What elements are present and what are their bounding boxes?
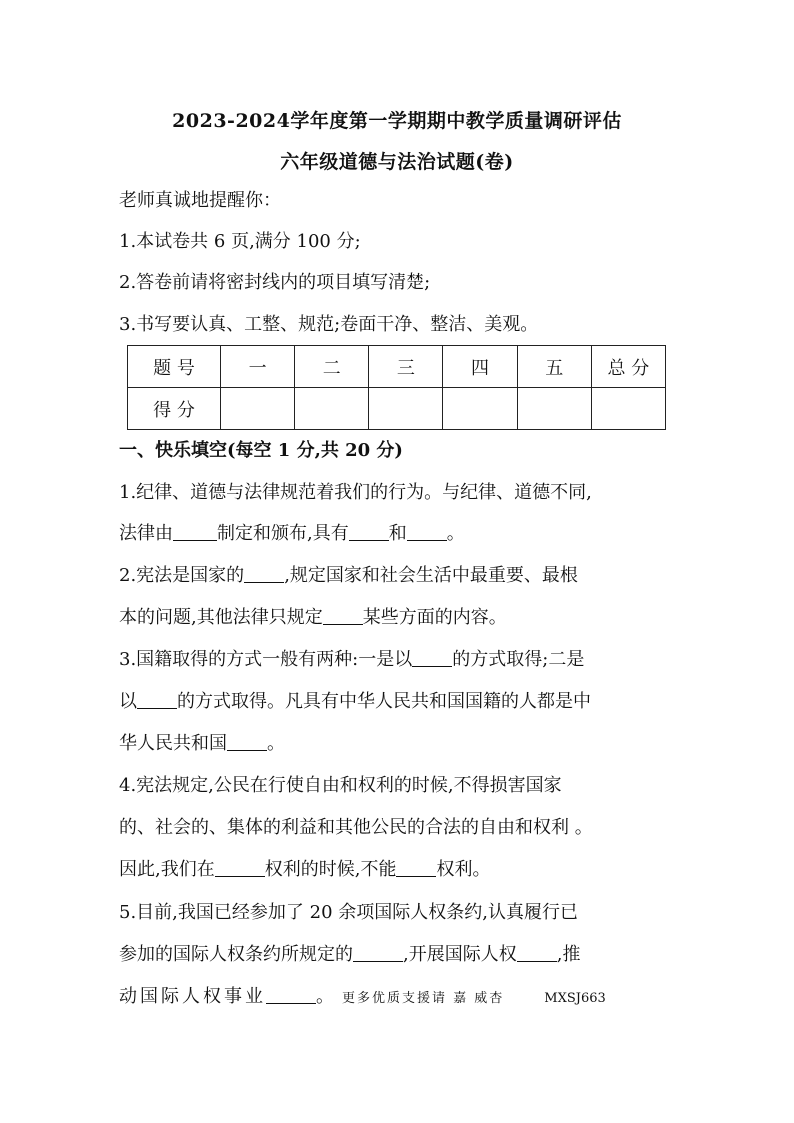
score-col-2: 二 [295, 346, 369, 388]
q3-text: 3.国籍取得的方式一般有两种:一是以 [119, 649, 413, 670]
q4-text: 权利。 [436, 859, 491, 880]
q2-line-2 [119, 605, 679, 631]
score-cell[interactable] [517, 388, 591, 430]
note-item-3: 3.书写要认真、工整、规范;卷面干净、整洁、美观。 [119, 314, 539, 335]
q3-line-1 [119, 647, 679, 673]
answer-blank[interactable] [407, 522, 447, 541]
answer-blank[interactable] [137, 690, 177, 709]
answer-blank[interactable] [244, 564, 284, 583]
q3-text: 的方式取得;二是 [452, 649, 585, 670]
exam-subtitle: 六年级道德与法治试题(卷) [280, 151, 514, 173]
answer-blank[interactable] [227, 732, 267, 751]
q5-line-2 [119, 942, 679, 968]
score-cell[interactable] [369, 388, 443, 430]
score-cell[interactable] [295, 388, 369, 430]
q5-line-3 [119, 984, 679, 1012]
q3-text: 的方式取得。凡具有中华人民共和国国籍的人都是中 [177, 691, 591, 712]
q3-line-2 [119, 689, 679, 715]
q1-text: 。 [446, 523, 465, 544]
answer-blank[interactable] [517, 943, 557, 962]
score-table-row-head: 得 分 [128, 388, 221, 430]
q3-line-3 [119, 731, 679, 757]
note-item-2: 2.答卷前请将密封线内的项目填写清楚; [119, 272, 431, 293]
q2-text: 2.宪法是国家的 [119, 565, 245, 586]
score-cell[interactable] [591, 388, 665, 430]
q3-text: 华人民共和国 [119, 733, 227, 754]
answer-blank[interactable] [353, 943, 403, 962]
score-col-4: 四 [443, 346, 517, 388]
q4-line-3 [119, 857, 679, 883]
q1-line-1: 1.纪律、道德与法律规范着我们的行为。与纪律、道德不同, [119, 482, 592, 503]
q1-text: 和 [388, 523, 407, 544]
answer-blank[interactable] [396, 858, 436, 877]
q4-text: 因此,我们在 [119, 859, 215, 880]
q1-text: 制定和颁布,具有 [217, 523, 349, 544]
answer-blank[interactable] [412, 648, 452, 667]
q5-text: 参加的国际人权条约所规定的 [119, 944, 353, 965]
q1-text: 法律由 [119, 523, 173, 544]
answer-blank[interactable] [323, 606, 363, 625]
answer-blank[interactable] [349, 522, 389, 541]
q2-text: 本的问题,其他法律只规定 [119, 607, 323, 628]
q2-text: ,规定国家和社会生活中最重要、最根 [284, 565, 578, 586]
q5-line-1: 5.目前,我国已经参加了 20 余项国际人权条约,认真履行已 [119, 902, 578, 923]
answer-blank[interactable] [173, 522, 217, 541]
score-table-score-row [128, 388, 666, 430]
score-col-5: 五 [517, 346, 591, 388]
q5-text: ,推 [556, 944, 581, 965]
score-col-1: 一 [221, 346, 295, 388]
q2-text: 某些方面的内容。 [362, 607, 507, 628]
q2-line-1 [119, 563, 679, 589]
q5-text: 。 [316, 986, 334, 1007]
score-table-header-row [128, 346, 666, 388]
q4-line-1: 4.宪法规定,公民在行使自由和权利的时候,不得损害国家 [119, 775, 562, 796]
score-col-3: 三 [369, 346, 443, 388]
answer-blank[interactable] [215, 858, 265, 877]
promo-text: 更多优质支援请 嘉 威杏 [342, 991, 505, 1006]
exam-title: 2023-2024学年度第一学期期中教学质量调研评估 [172, 110, 622, 132]
score-table [127, 345, 666, 430]
answer-blank[interactable] [266, 985, 316, 1004]
score-cell[interactable] [221, 388, 295, 430]
score-col-total: 总 分 [591, 346, 665, 388]
q5-text: 动国际人权事业 [119, 986, 266, 1007]
note-item-1: 1.本试卷共 6 页,满分 100 分; [119, 231, 361, 252]
q4-text: 权利的时候,不能 [264, 859, 397, 880]
document-code: MXSJ663 [544, 991, 606, 1006]
q4-line-2: 的、社会的、集体的利益和其他公民的合法的自由和权利 。 [119, 817, 593, 838]
score-cell[interactable] [443, 388, 517, 430]
score-table-row-head: 题 号 [128, 346, 221, 388]
q3-text: 以 [119, 691, 137, 712]
notes-intro: 老师真诚地提醒你： [119, 190, 281, 211]
section-1-title: 一、快乐填空(每空 1 分,共 20 分) [119, 440, 403, 461]
q3-text: 。 [267, 733, 285, 754]
q5-text: ,开展国际人权 [403, 944, 517, 965]
q1-line-2 [119, 521, 679, 547]
